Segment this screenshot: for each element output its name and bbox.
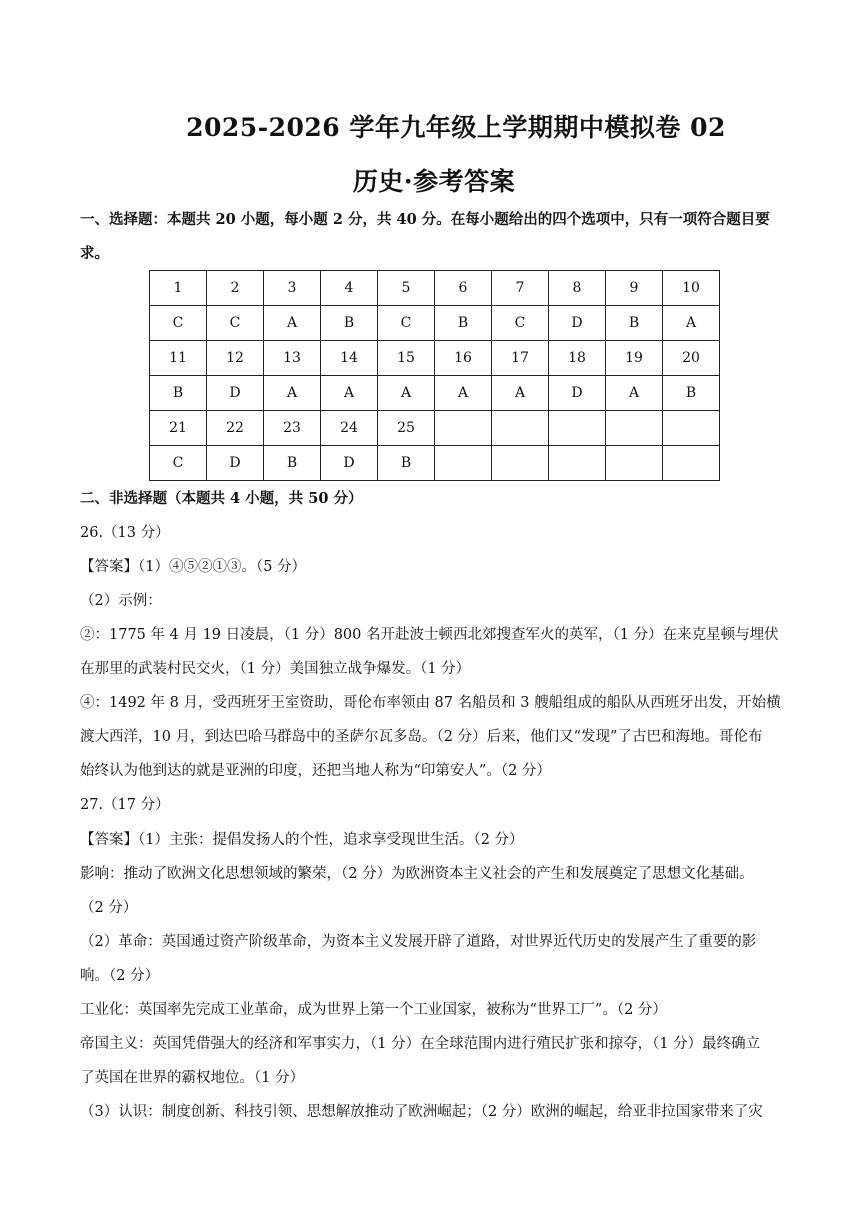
section1-heading: 一、选择题：本题共 20 小题，每小题 2 分，共 40 分。在每小题给出的四个选项中，只有一项符合题目要 xyxy=(80,211,770,228)
q27-industrialization: 工业化：英国率先完成工业革命，成为世界上第一个工业国家，被称为“世界工厂”。（2 分） xyxy=(80,1002,667,1018)
q26-label: 26.（13 分） xyxy=(80,525,170,541)
q27-imperialism-line1: 帝国主义：英国凭借强大的经济和军事实力，（1 分）在全球范围内进行殖民扩张和掠夺，（1 分）最终确立 xyxy=(80,1036,761,1052)
table-cell: C xyxy=(492,306,549,341)
q27-revolution-line1: （2）革命：英国通过资产阶级革命，为资本主义发展开辟了道路，对世界近代历史的发展产生了重要的影 xyxy=(80,934,757,950)
table-cell: A xyxy=(606,376,663,411)
table-cell xyxy=(435,411,492,446)
q27-imperialism-line2: 了英国在世界的霸权地位。（1 分） xyxy=(80,1070,305,1086)
q27-view-line1: （3）认识：制度创新、科技引领、思想解放推动了欧洲崛起；（2 分）欧洲的崛起，给亚非拉国家带来了灾 xyxy=(80,1104,763,1120)
table-cell: 1 xyxy=(150,271,207,306)
table-cell xyxy=(492,411,549,446)
table-cell: B xyxy=(150,376,207,411)
table-cell: D xyxy=(207,446,264,481)
table-cell: A xyxy=(378,376,435,411)
table-cell xyxy=(435,446,492,481)
table-cell: A xyxy=(321,376,378,411)
table-cell: D xyxy=(549,306,606,341)
answer-table xyxy=(149,270,720,481)
table-cell: 5 xyxy=(378,271,435,306)
table-cell: 9 xyxy=(606,271,663,306)
q26-example4-line2: 渡大西洋，10 月，到达巴哈马群岛中的圣萨尔瓦多岛。（2 分）后来，他们又“发现”了古巴和海地。哥伦布 xyxy=(80,729,763,745)
table-cell: 20 xyxy=(663,341,720,376)
table-cell: 17 xyxy=(492,341,549,376)
table-cell: 3 xyxy=(264,271,321,306)
table-cell: C xyxy=(150,446,207,481)
table-row xyxy=(150,376,720,411)
table-cell xyxy=(606,411,663,446)
q26-part2: （2）示例： xyxy=(80,593,162,609)
table-cell: C xyxy=(207,306,264,341)
table-cell: B xyxy=(435,306,492,341)
table-cell: 11 xyxy=(150,341,207,376)
table-row xyxy=(150,306,720,341)
table-cell: 16 xyxy=(435,341,492,376)
table-cell: A xyxy=(264,306,321,341)
table-cell: 14 xyxy=(321,341,378,376)
table-cell: 15 xyxy=(378,341,435,376)
table-row xyxy=(150,271,720,306)
table-cell xyxy=(606,446,663,481)
table-cell xyxy=(663,411,720,446)
table-cell: 13 xyxy=(264,341,321,376)
table-cell: A xyxy=(264,376,321,411)
table-cell: 22 xyxy=(207,411,264,446)
page-title: 2025-2026 学年九年级上学期期中模拟卷 02 xyxy=(186,113,726,142)
table-cell: D xyxy=(207,376,264,411)
table-cell: B xyxy=(321,306,378,341)
table-cell: A xyxy=(492,376,549,411)
table-cell: 6 xyxy=(435,271,492,306)
q27-impact-line2: （2 分） xyxy=(80,900,138,916)
table-row xyxy=(150,411,720,446)
table-cell: 7 xyxy=(492,271,549,306)
table-cell xyxy=(492,446,549,481)
table-cell xyxy=(663,446,720,481)
q27-label: 27.（17 分） xyxy=(80,797,170,813)
table-cell: 18 xyxy=(549,341,606,376)
table-row xyxy=(150,446,720,481)
q26-example4-line3: 始终认为他到达的就是亚洲的印度，还把当地人称为“印第安人”。（2 分） xyxy=(80,763,551,779)
table-cell: B xyxy=(264,446,321,481)
table-cell: 4 xyxy=(321,271,378,306)
section2-heading: 二、非选择题（本题共 4 小题，共 50 分） xyxy=(80,490,363,507)
q26-example2-line1: ②：1775 年 4 月 19 日凌晨，（1 分）800 名开赴波士顿西北郊搜查军火的英军，（1 分）在来克星顿与埋伏 xyxy=(80,627,779,643)
q26-answer1: 【答案】（1）④⑤②①③。（5 分） xyxy=(80,559,307,575)
table-cell: 2 xyxy=(207,271,264,306)
table-cell: B xyxy=(663,376,720,411)
table-cell: 24 xyxy=(321,411,378,446)
table-cell: 21 xyxy=(150,411,207,446)
table-cell: A xyxy=(435,376,492,411)
q27-impact-line1: 影响：推动了欧洲文化思想领域的繁荣，（2 分）为欧洲资本主义社会的产生和发展奠定了思想文化基础。 xyxy=(80,866,754,882)
table-cell: C xyxy=(150,306,207,341)
page-subtitle: 历史·参考答案 xyxy=(352,167,516,196)
table-cell: B xyxy=(378,446,435,481)
table-cell: 25 xyxy=(378,411,435,446)
q26-example2-line2: 在那里的武装村民交火，（1 分）美国独立战争爆发。（1 分） xyxy=(80,661,471,677)
q26-example4-line1: ④：1492 年 8 月，受西班牙王室资助，哥伦布率领由 87 名船员和 3 艘船组成的船队从西班牙出发，开始横 xyxy=(80,695,781,711)
table-cell: D xyxy=(549,376,606,411)
table-cell: A xyxy=(663,306,720,341)
table-cell: B xyxy=(606,306,663,341)
table-cell: 8 xyxy=(549,271,606,306)
table-row xyxy=(150,341,720,376)
table-cell: 19 xyxy=(606,341,663,376)
table-cell xyxy=(549,446,606,481)
table-cell: 23 xyxy=(264,411,321,446)
table-cell: D xyxy=(321,446,378,481)
table-cell: 12 xyxy=(207,341,264,376)
table-cell xyxy=(549,411,606,446)
q27-answer1: 【答案】（1）主张：提倡发扬人的个性，追求享受现世生活。（2 分） xyxy=(80,832,524,848)
table-cell: 10 xyxy=(663,271,720,306)
table-cell: C xyxy=(378,306,435,341)
q27-revolution-line2: 响。（2 分） xyxy=(80,968,160,984)
section1-heading-cont: 求。 xyxy=(80,245,109,262)
